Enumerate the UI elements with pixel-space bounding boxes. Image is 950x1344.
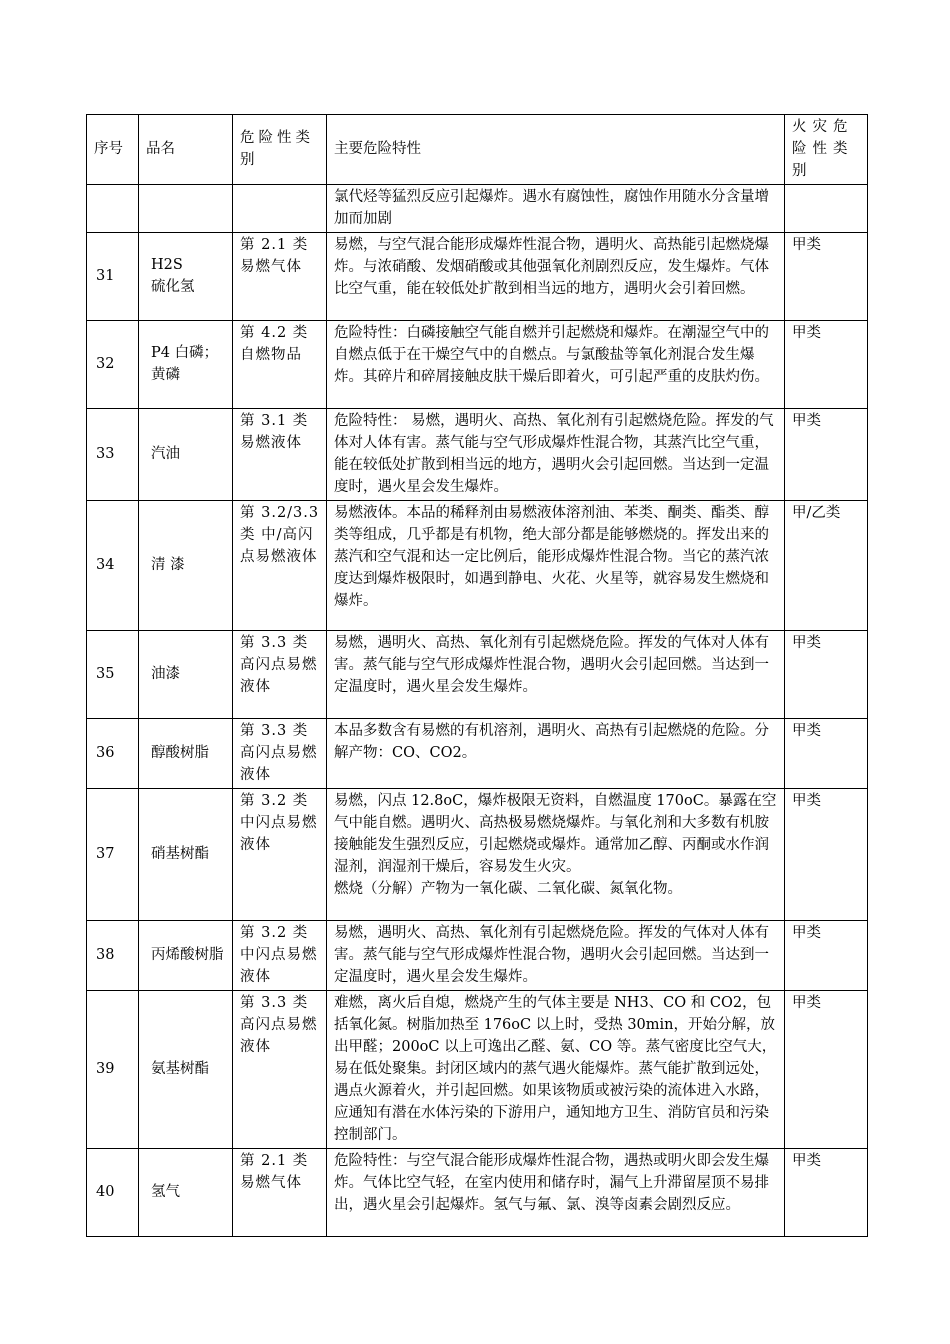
table-row xyxy=(87,631,868,719)
cell-product-name: 油漆 xyxy=(139,631,233,719)
cell-fire-class xyxy=(785,185,868,233)
table-body xyxy=(87,185,868,1237)
cell-fire-class: 甲类 xyxy=(785,409,868,501)
cell-product-name xyxy=(139,185,233,233)
hazard-table xyxy=(86,114,868,1237)
cell-fire-class: 甲类 xyxy=(785,921,868,991)
cell-product-name: 丙烯酸树脂 xyxy=(139,921,233,991)
header-main-hazard: 主要危险特性 xyxy=(327,115,785,185)
cell-product-name: 氢气 xyxy=(139,1149,233,1237)
cell-serial-no: 37 xyxy=(87,789,139,921)
cell-product-name: H2S 硫化氢 xyxy=(139,233,233,321)
cell-serial-no xyxy=(87,185,139,233)
cell-hazard-category: 第 3.2/3.3 类 中/高闪点易燃液体 xyxy=(233,501,327,631)
table-row xyxy=(87,719,868,789)
table-row xyxy=(87,409,868,501)
cell-serial-no: 40 xyxy=(87,1149,139,1237)
table-row xyxy=(87,185,868,233)
table-row xyxy=(87,321,868,409)
cell-product-name: P4 白磷；黄磷 xyxy=(139,321,233,409)
cell-hazard-category: 第 3.2 类中闪点易燃液体 xyxy=(233,789,327,921)
cell-serial-no: 32 xyxy=(87,321,139,409)
header-product-name: 品名 xyxy=(139,115,233,185)
cell-hazard-category xyxy=(233,185,327,233)
cell-serial-no: 34 xyxy=(87,501,139,631)
cell-serial-no: 31 xyxy=(87,233,139,321)
cell-fire-class: 甲类 xyxy=(785,631,868,719)
table-row xyxy=(87,789,868,921)
table-header-row xyxy=(87,115,868,185)
cell-main-hazard: 危险特性：与空气混合能形成爆炸性混合物，遇热或明火即会发生爆炸。气体比空气轻，在室内使用和储存时，漏气上升滞留屋顶不易排出，遇火星会引起爆炸。氢气与氟、氯、溴等卤素会剧烈反应。 xyxy=(327,1149,785,1237)
cell-main-hazard: 危险特性：白磷接触空气能自燃并引起燃烧和爆炸。在潮湿空气中的自燃点低于在干燥空气中的自燃点。与氯酸盐等氧化剂混合发生爆炸。其碎片和碎屑接触皮肤干燥后即着火，可引起严重的皮肤灼伤。 xyxy=(327,321,785,409)
table-row xyxy=(87,991,868,1149)
cell-fire-class: 甲类 xyxy=(785,1149,868,1237)
table-row xyxy=(87,501,868,631)
cell-main-hazard: 危险特性： 易燃，遇明火、高热、氧化剂有引起燃烧危险。挥发的气体对人体有害。蒸气能与空气形成爆炸性混合物，其蒸汽比空气重，能在较低处扩散到相当远的地方，遇明火会引起回燃。当达到一定温度时，遇火星会发生爆炸。 xyxy=(327,409,785,501)
cell-hazard-category: 第 3.3 类高闪点易燃液体 xyxy=(233,631,327,719)
cell-main-hazard: 难燃，离火后自熄，燃烧产生的气体主要是 NH3、CO 和 CO2，包括氧化氮。树脂加热至 176oC 以上时，受热 30min，开始分解，放出甲醛；200oC 以上可逸出乙醛、氨、CO 等。蒸气密度比空气大，易在低处聚集。封闭区域内的蒸气遇火能爆炸。蒸气能扩散到远处，遇点火源着火，并引起回燃。如果该物质或被污染的流体进入水路，应通知有潜在水体污染的下游用户，通知地方卫生、消防官员和污染控制部门。 xyxy=(327,991,785,1149)
cell-hazard-category: 第 2.1 类易燃气体 xyxy=(233,233,327,321)
table-row xyxy=(87,233,868,321)
cell-hazard-category: 第 3.3 类高闪点易燃液体 xyxy=(233,991,327,1149)
cell-hazard-category: 第 3.3 类高闪点易燃液体 xyxy=(233,719,327,789)
header-fire-class: 火灾危险性类别 xyxy=(785,115,868,185)
cell-serial-no: 38 xyxy=(87,921,139,991)
cell-serial-no: 33 xyxy=(87,409,139,501)
cell-hazard-category: 第 3.2 类中闪点易燃液体 xyxy=(233,921,327,991)
cell-serial-no: 39 xyxy=(87,991,139,1149)
header-serial-no: 序号 xyxy=(87,115,139,185)
cell-fire-class: 甲类 xyxy=(785,321,868,409)
cell-hazard-category: 第 2.1 类易燃气体 xyxy=(233,1149,327,1237)
table-row xyxy=(87,1149,868,1237)
cell-fire-class: 甲类 xyxy=(785,233,868,321)
cell-main-hazard: 易燃，闪点 12.8oC，爆炸极限无资料，自燃温度 170oC。暴露在空气中能自燃。遇明火、高热极易燃烧爆炸。与氧化剂和大多数有机胺接触能发生强烈反应，引起燃烧或爆炸。通常加乙醇、丙酮或水作润湿剂，润湿剂干燥后，容易发生火灾。 燃烧（分解）产物为一氧化碳、二氧化碳、氮氧化物。 xyxy=(327,789,785,921)
cell-hazard-category: 第 4.2 类自燃物品 xyxy=(233,321,327,409)
cell-main-hazard: 易燃，与空气混合能形成爆炸性混合物，遇明火、高热能引起燃烧爆炸。与浓硝酸、发烟硝酸或其他强氧化剂剧烈反应，发生爆炸。气体比空气重，能在较低处扩散到相当远的地方，遇明火会引着回燃。 xyxy=(327,233,785,321)
cell-main-hazard: 易燃，遇明火、高热、氧化剂有引起燃烧危险。挥发的气体对人体有害。蒸气能与空气形成爆炸性混合物，遇明火会引起回燃。当达到一定温度时，遇火星会发生爆炸。 xyxy=(327,921,785,991)
cell-product-name: 氨基树酯 xyxy=(139,991,233,1149)
cell-serial-no: 36 xyxy=(87,719,139,789)
cell-hazard-category: 第 3.1 类易燃液体 xyxy=(233,409,327,501)
table-row xyxy=(87,921,868,991)
cell-main-hazard: 易燃液体。本品的稀释剂由易燃液体溶剂油、苯类、酮类、酯类、醇类等组成，几乎都是有机物，绝大部分都是能够燃烧的。挥发出来的蒸汽和空气混和达一定比例后，能形成爆炸性混合物。当它的蒸汽浓度达到爆炸极限时，如遇到静电、火花、火星等，就容易发生燃烧和爆炸。 xyxy=(327,501,785,631)
cell-fire-class: 甲类 xyxy=(785,719,868,789)
cell-fire-class: 甲类 xyxy=(785,991,868,1149)
cell-product-name: 汽油 xyxy=(139,409,233,501)
header-hazard-category: 危险性类别 xyxy=(233,115,327,185)
cell-product-name: 清 漆 xyxy=(139,501,233,631)
cell-serial-no: 35 xyxy=(87,631,139,719)
cell-fire-class: 甲/乙类 xyxy=(785,501,868,631)
cell-main-hazard: 易燃，遇明火、高热、氧化剂有引起燃烧危险。挥发的气体对人体有害。蒸气能与空气形成爆炸性混合物，遇明火会引起回燃。当达到一定温度时，遇火星会发生爆炸。 xyxy=(327,631,785,719)
cell-product-name: 醇酸树脂 xyxy=(139,719,233,789)
cell-product-name: 硝基树酯 xyxy=(139,789,233,921)
cell-fire-class: 甲类 xyxy=(785,789,868,921)
cell-main-hazard: 氯代烃等猛烈反应引起爆炸。遇水有腐蚀性，腐蚀作用随水分含量增加而加剧 xyxy=(327,185,785,233)
cell-main-hazard: 本品多数含有易燃的有机溶剂，遇明火、高热有引起燃烧的危险。分解产物：CO、CO2。 xyxy=(327,719,785,789)
